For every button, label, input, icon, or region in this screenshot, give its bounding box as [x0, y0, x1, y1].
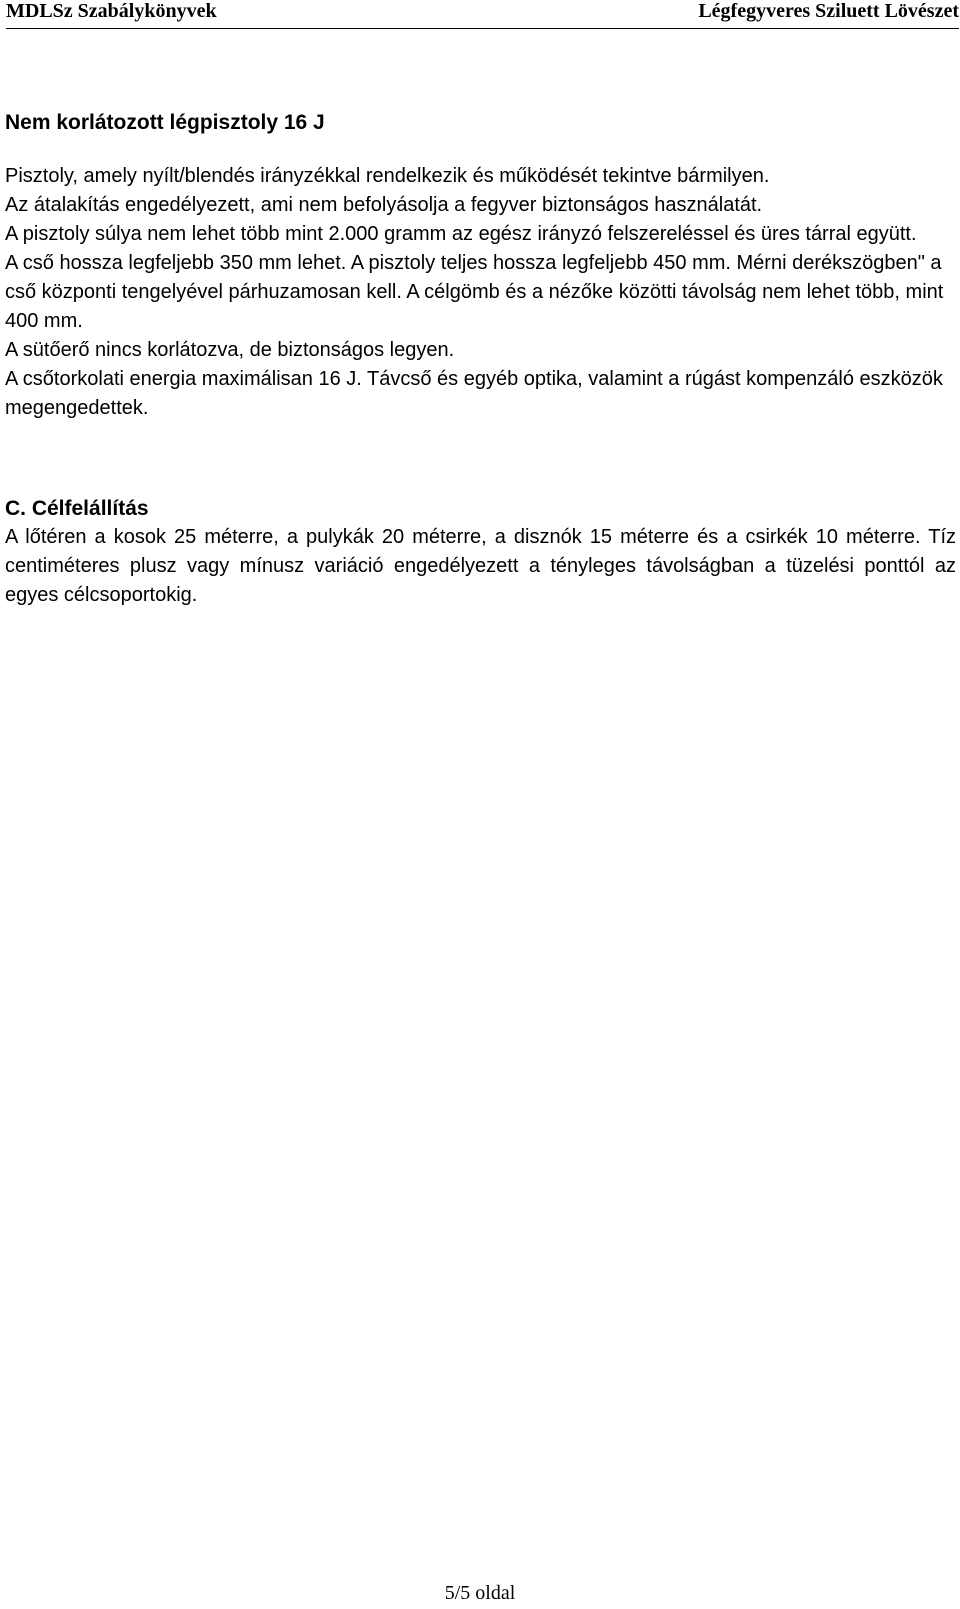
spacer	[5, 423, 956, 494]
paragraph-line: A pisztoly súlya nem lehet több mint 2.000 gramm az egész irányzó felszereléssel és üres tárral együtt.	[5, 223, 917, 245]
paragraph-line: A cső hossza legfeljebb 350 mm lehet. A pisztoly teljes hossza legfeljebb 450 mm. Mérni derékszögben" a cső központi tengelyével párhuzamosan kell. A célgömb és a nézőke közötti távolság nem lehet több, mint 400 mm.	[5, 252, 944, 332]
paragraph-line: Az átalakítás engedélyezett, ami nem befolyásolja a fegyver biztonságos használatát.	[5, 194, 763, 216]
paragraph-line: Pisztoly, amely nyílt/blendés irányzékkal rendelkezik és működését tekintve bármilyen.	[5, 165, 770, 187]
section-title-pistol: Nem korlátozott légpisztoly 16 J	[5, 111, 325, 134]
document-title: MDLSz Szabálykönyvek	[6, 0, 217, 22]
document-subtitle: Légfegyveres Sziluett Lövészet	[698, 0, 959, 22]
paragraph-line: A sütőerő nincs korlátozva, de biztonságos legyen.	[5, 339, 455, 361]
page-header	[0, 0, 960, 36]
paragraph-target-distances: A lőtéren a kosok 25 méterre, a pulykák 20 méterre, a disznók 15 méterre és a csirkék 10 méterre. Tíz centiméteres plusz vagy mínusz variáció engedélyezett a tényleges távolságban a tüzelési ponttól az egyes célcsoportokig.	[5, 526, 956, 606]
page-number: 5/5 oldal	[444, 1582, 516, 1604]
spacer	[5, 137, 956, 162]
page-content	[5, 108, 956, 610]
section-title-target-setup: C. Célfelállítás	[5, 497, 149, 520]
header-divider	[6, 28, 959, 29]
paragraph-line: A csőtorkolati energia maximálisan 16 J. Távcső és egyéb optika, valamint a rúgást kompenzáló eszközök megengedettek.	[5, 368, 943, 419]
